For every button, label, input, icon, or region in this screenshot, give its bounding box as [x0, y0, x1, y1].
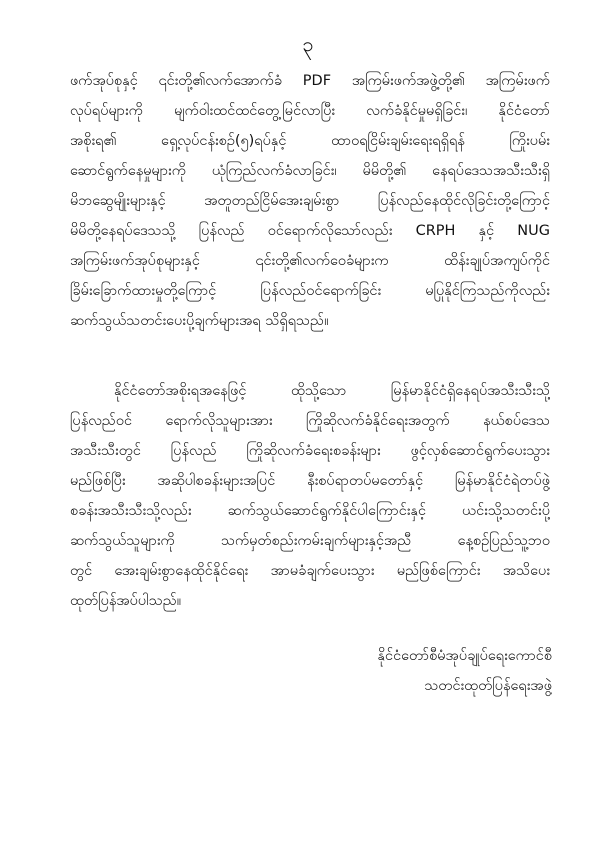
- paragraph-line: ဆက်သွယ်သူများကို သက်မှတ်စည်းကမ်းချက်များနှင့်အညီ နေ့စဉ်ပြည်သူ့ဘဝ: [70, 533, 550, 549]
- signature-block: [378, 641, 552, 701]
- paragraph-line: အသီးသီးတွင် ပြန်လည် ကြိုဆိုလက်ခံရေးစခန်းများ ဖွင့်လှစ်ဆောင်ရွက်ပေးသွား: [70, 443, 550, 459]
- paragraph-line: စခန်းအသီးသီးသို့လည်း ဆက်သွယ်ဆောင်ရွက်နိုင်ပါကြောင်းနှင့် ယင်းသို့သတင်းပို့: [70, 503, 550, 519]
- paragraph-line: ပြန်လည်ဝင် ရောက်လိုသူများအား ကြိုဆိုလက်ခံနိုင်ရေးအတွက် နယ်စပ်ဒေသ: [70, 413, 550, 429]
- page-number: ၃: [302, 32, 314, 56]
- paragraph-line: နိုင်ငံတော်အစိုးရအနေဖြင့် ထိုသို့သော မြန်မာနိုင်ငံရှိနေရပ်အသီးသီးသို့: [114, 383, 550, 399]
- paragraph-line: လုပ်ရပ်များကို မျက်ဝါးထင်ထင်တွေ့မြင်လာပြီး လက်ခံနိုင်မှုမရှိခြင်း၊ နိုင်ငံတော်: [70, 103, 550, 119]
- paragraph-line: အစိုးရ၏ ရှေ့လုပ်ငန်းစဉ်(၅)ရပ်နှင့် ထာဝရငြိမ်းချမ်းရေးရရှိရန် ကြိုးပမ်း: [70, 133, 550, 149]
- issuer-department: သတင်းထုတ်ပြန်ရေးအဖွဲ့: [424, 678, 552, 694]
- paragraph-line: မိမိတို့နေရပ်ဒေသသို့ ပြန်လည် ဝင်ရောက်လိုသော်လည်း CRPH နှင့် NUG: [70, 223, 550, 239]
- paragraph-line: အကြမ်းဖက်အုပ်စုများနှင့် ၎င်းတို့၏လက်ဝေခံများက ထိန်းချုပ်အကျပ်ကိုင်: [70, 253, 550, 269]
- paragraph-line: ခြိမ်းခြောက်ထားမှုတို့ကြောင့် ပြန်လည်ဝင်ရောက်ခြင်း မပြုနိုင်ကြသည်ကိုလည်း: [70, 283, 550, 299]
- paragraph-line: ဆောင်ရွက်နေမှုများကို ယုံကြည်လက်ခံလာခြင်း၊ မိမိတို့၏ နေရပ်ဒေသအသီးသီးရှိ: [70, 163, 550, 179]
- paragraph-line: မည်ဖြစ်ပြီး အဆိုပါစခန်းများအပြင် နီးစပ်ရာတပ်မတော်နှင့် မြန်မာနိုင်ငံရဲတပ်ဖွဲ့: [70, 473, 550, 489]
- paragraph-line: ထုတ်ပြန်အပ်ပါသည်။: [70, 593, 182, 609]
- paragraph-1: [70, 66, 550, 336]
- paragraph-2: [70, 376, 550, 616]
- issuer-name: နိုင်ငံတော်စီမံအုပ်ချုပ်ရေးကောင်စီ: [377, 648, 552, 664]
- paragraph-line: တွင် အေးချမ်းစွာနေထိုင်နိုင်ရေး အာမခံချက်ပေးသွား မည်ဖြစ်ကြောင်း အသိပေး: [70, 563, 550, 579]
- paragraph-line: မိဘဆွေမျိုးများနှင့် အတူတည်ငြိမ်အေးချမ်းစွာ ပြန်လည်နေထိုင်လိုခြင်းတို့ကြောင့်: [70, 193, 550, 209]
- paragraph-line: ဆက်သွယ်သတင်းပေးပို့ချက်များအရ သိရှိရသည်။: [70, 313, 329, 329]
- paragraph-line: ဖက်အုပ်စုနှင့် ၎င်းတို့၏လက်အောက်ခံ PDF အကြမ်းဖက်အဖွဲ့တို့၏ အကြမ်းဖက်: [70, 73, 550, 89]
